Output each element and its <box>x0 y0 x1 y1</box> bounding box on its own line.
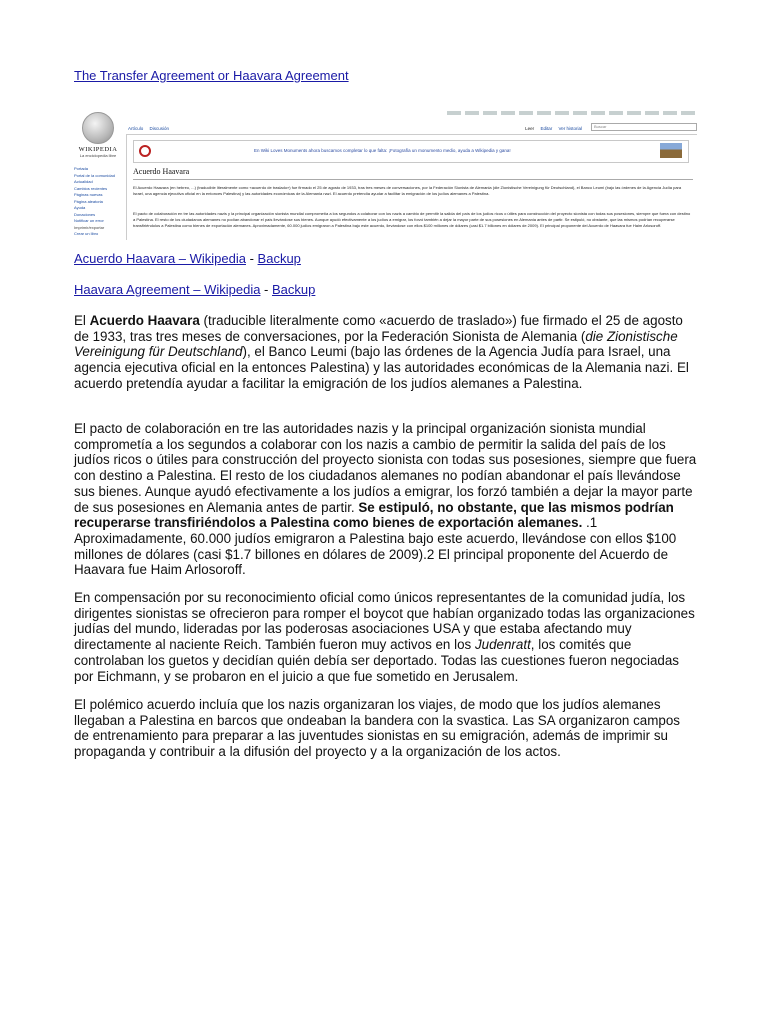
sidebar-item: Imprimir/exportar <box>74 224 105 230</box>
logo-word: WIKIPEDIA <box>78 146 118 153</box>
text-run: El <box>74 313 90 328</box>
wikipedia-link[interactable]: Acuerdo Haavara – Wikipedia <box>74 251 246 266</box>
text-run: , los comités que controlaban los guetos y decidían quién debía ser deportado. Todas las cuestiones fueron negociadas por Eichmann, y se probaron en el juicio a que fue sometido en Jerusalem. <box>74 637 679 684</box>
tab-history: Ver historial <box>558 126 582 131</box>
wikipedia-logo <box>76 112 120 158</box>
paragraph-2 <box>74 421 698 578</box>
link-separator: - <box>260 282 272 297</box>
wiki-content <box>126 134 697 240</box>
banner-icon <box>139 145 151 157</box>
personal-tools-bar <box>447 111 697 115</box>
paragraph-3 <box>74 590 698 684</box>
italic-term: die Zionistische Vereinigung für Deutschland <box>74 328 678 360</box>
banner-text: En Wiki Loves Monuments ahora buscamos completar lo que falta: ¡Fotografía un monumento medio, ayuda a Wikipedia y gana! <box>254 148 511 153</box>
wiki-tabs <box>128 126 174 131</box>
tab-edit: Editar <box>540 126 553 131</box>
link-row <box>74 282 315 297</box>
text-run: ), el Banco Leumi (bajo las órdenes de la Agencia Judía para Israel, una agencia ejecutiva oficial en la entonces Palestina) y las autoridades económicas de la Alemania nazi. El acuerdo pretendía ayudar a facilitar la emigración de los judíos alemanes a Palestina. <box>74 344 689 391</box>
wiki-search-box: Buscar <box>591 123 697 131</box>
wikipedia-globe-icon <box>82 112 114 144</box>
sidebar-item: Actualidad <box>74 179 93 184</box>
link-separator: - <box>245 251 258 266</box>
sidebar-item: Ayuda <box>74 205 86 210</box>
italic-term: Judenratt <box>474 637 531 653</box>
wiki-paragraph: El pacto de colaboración en tre las autoridades nazis y la principal organización sionista mundial comprometía a los segundos a colaborar con los nazis a cambio de permitir la salida del país de los judíos ricos o útiles para construcción del proyecto sionista con todas sus posesiones, siempre que fuera con destino a Palestina. El resto de los ciudadanos alemanes no podían abandonar el país llevándose sus bienes. Aunque ayudó efectivamente a los judíos a emigrar, los forzó también a dejar la mayor parte de sus posesiones en Alemania antes de partir. Se estipuló, no obstante, que las mismos podrían recuperarse transfiriéndolos a Palestina como bienes de exportación alemanes. Aproximadamente, 60.000 judíos emigraron a Palestina bajo este acuerdo, llevándose con ellos $100 millones de dólares (casi $1.7 billones en dólares de 2009). El principal proponente del Acuerdo de Haavara fue Haim Arlosoroff. <box>133 211 691 228</box>
link-row <box>74 251 301 266</box>
text-run: (traducible literalmente como «acuerdo de traslado») fue firmado el 25 de agosto de 1933, tras tres meses de conversaciones, por la Federación Sionista de Alemania ( <box>74 313 683 344</box>
heading-divider <box>133 179 693 180</box>
text-run: .1 Aproximadamente, 60.000 judíos emigraron a Palestina bajo este acuerdo, llevándose con ellos $100 millones de dólares (casi $1.7 billones en dólares de 2009).2 El principal proponente del Acuerdo de Haavara fue Haim Arlosoroff. <box>74 515 677 578</box>
tab-discussion: Discusión <box>149 126 170 131</box>
wiki-paragraph: El Acuerdo Haavara (en hebreo, ...) (traducible literalmente como «acuerdo de traslado») fue firmado el 25 de agosto de 1933, tras tres meses de conversaciones, por la Federación Sionista de Alemania (die Zionistische Vereinigung für Deutschland), el Banco Leumi (bajo las órdenes de la Agencia Judía para Israel, una agencia ejecutiva oficial en la entonces Palestina) y las autoridades económicas de la Alemania nazi. El acuerdo pretendía ayudar a facilitar la emigración de los judíos alemanes a Palestina. <box>133 185 682 196</box>
sidebar-item: Portal de la comunidad <box>74 172 115 178</box>
bold-statement: Se estipuló, no obstante, que las mismos podrían recuperarse transfiriéndolos a Palestina como bienes de exportación alemanes. <box>74 499 674 531</box>
backup-link[interactable]: Backup <box>272 282 316 297</box>
sidebar-item: Página aleatoria <box>74 198 103 204</box>
sidebar-item: Crear un libro <box>74 231 99 236</box>
logo-subtitle: La enciclopedia libre <box>79 153 117 158</box>
bold-term: Acuerdo Haavara <box>89 313 200 328</box>
paragraph-4: El polémico acuerdo incluía que los nazis organizaran los viajes, de modo que los judíos alemanes llegaban a Palestina en barcos que ondeaban la bandera con la svastica. Las SA organizaron campos de entrenamiento para preparar a las juventudes sionistas en su emigración, además de imprimir su propaganda y contribuir a la difusión del proyecto y a la organización de los actos. <box>74 697 680 760</box>
tab-read: Leer <box>525 126 535 131</box>
tab-article: Artículo <box>128 126 144 131</box>
text-run: En compensación por su reconocimiento oficial como únicos representantes de la comunidad judía, los dirigentes sionistas se ofrecieron para romper el boycot que habían organizado todas las organizaciones judías del mundo, lideradas por las poderosas asociaciones USA y que estaba afectando muy directamente al naciente Reich. También fueron muy activos en los <box>74 590 695 653</box>
wiki-banner <box>133 140 689 163</box>
title-link[interactable]: The Transfer Agreement or Haavara Agreement <box>74 68 349 83</box>
text-run: El pacto de colaboración en tre las autoridades nazis y la principal organización sionista mundial comprometía a los segundos a colaborar con los nazis a cambio de permitir la salida del país de los judíos ricos o útiles para construcción del proyecto sionista con todas sus posesiones, siempre que fuera con destino a Palestina. El resto de los ciudadanos alemanes no podían abandonar el país llevándose sus bienes. Aunque ayudó efectivamente a los judíos a emigrar, los forzó también a dejar la mayor parte de sus posesiones en Alemania antes de partir. <box>74 421 697 515</box>
backup-link[interactable]: Backup <box>257 251 301 266</box>
wiki-view-tabs <box>525 126 587 131</box>
sidebar-item: Páginas nuevas <box>74 192 103 197</box>
wikipedia-link[interactable]: Haavara Agreement – Wikipedia <box>74 282 261 297</box>
wikipedia-screenshot-image <box>72 108 697 240</box>
banner-monument-image <box>660 143 682 158</box>
wiki-article-heading: Acuerdo Haavara <box>133 167 190 176</box>
sidebar-item: Portada <box>74 166 89 171</box>
sidebar-item: Notificar un error <box>74 218 104 223</box>
sidebar-item: Donaciones <box>74 211 96 217</box>
paragraph-1 <box>74 313 698 392</box>
wiki-sidebar <box>74 166 124 238</box>
sidebar-item: Cambios recientes <box>74 185 108 191</box>
